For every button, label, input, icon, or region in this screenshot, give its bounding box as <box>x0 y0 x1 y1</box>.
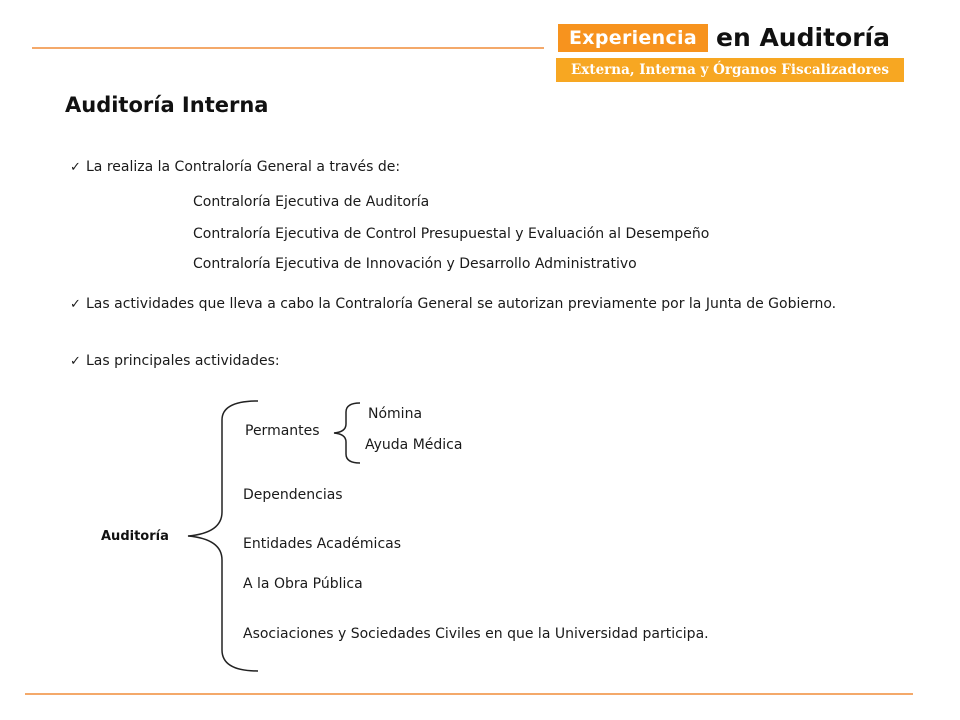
diagram-root-label: Auditoría <box>101 529 169 544</box>
nomina-label: Nómina <box>368 406 423 422</box>
title-badge: Experiencia <box>558 24 708 52</box>
branch-item: Dependencias <box>243 487 343 503</box>
bullet-text: La realiza la Contraloría General a través de: <box>86 159 401 175</box>
check-icon: ✓ <box>70 354 81 369</box>
page-title: en Auditoría <box>716 23 890 52</box>
contraloria-item: Contraloría Ejecutiva de Control Presupuestal y Evaluación al Desempeño <box>193 226 710 242</box>
ayuda-medica-label: Ayuda Médica <box>365 437 463 453</box>
branch-item: A la Obra Pública <box>243 576 363 592</box>
bullet-text: Las actividades que lleva a cabo la Contraloría General se autorizan previamente por la Junta de Gobierno. <box>86 296 837 312</box>
contraloria-item: Contraloría Ejecutiva de Innovación y Desarrollo Administrativo <box>193 256 637 272</box>
permanentes-label: Permantes <box>245 423 320 439</box>
contraloria-item: Contraloría Ejecutiva de Auditoría <box>193 194 430 210</box>
check-icon: ✓ <box>70 160 81 175</box>
check-icon: ✓ <box>70 297 81 312</box>
bullet-text: Las principales actividades: <box>86 353 280 369</box>
branch-item: Entidades Académicas <box>243 536 402 552</box>
footer-rule <box>25 693 913 695</box>
section-heading: Auditoría Interna <box>65 93 269 117</box>
subtitle-bar: Externa, Interna y Órganos Fiscalizadores <box>556 58 904 82</box>
permanentes-brace <box>334 403 360 463</box>
branch-item: Asociaciones y Sociedades Civiles en que la Universidad participa. <box>243 626 709 642</box>
